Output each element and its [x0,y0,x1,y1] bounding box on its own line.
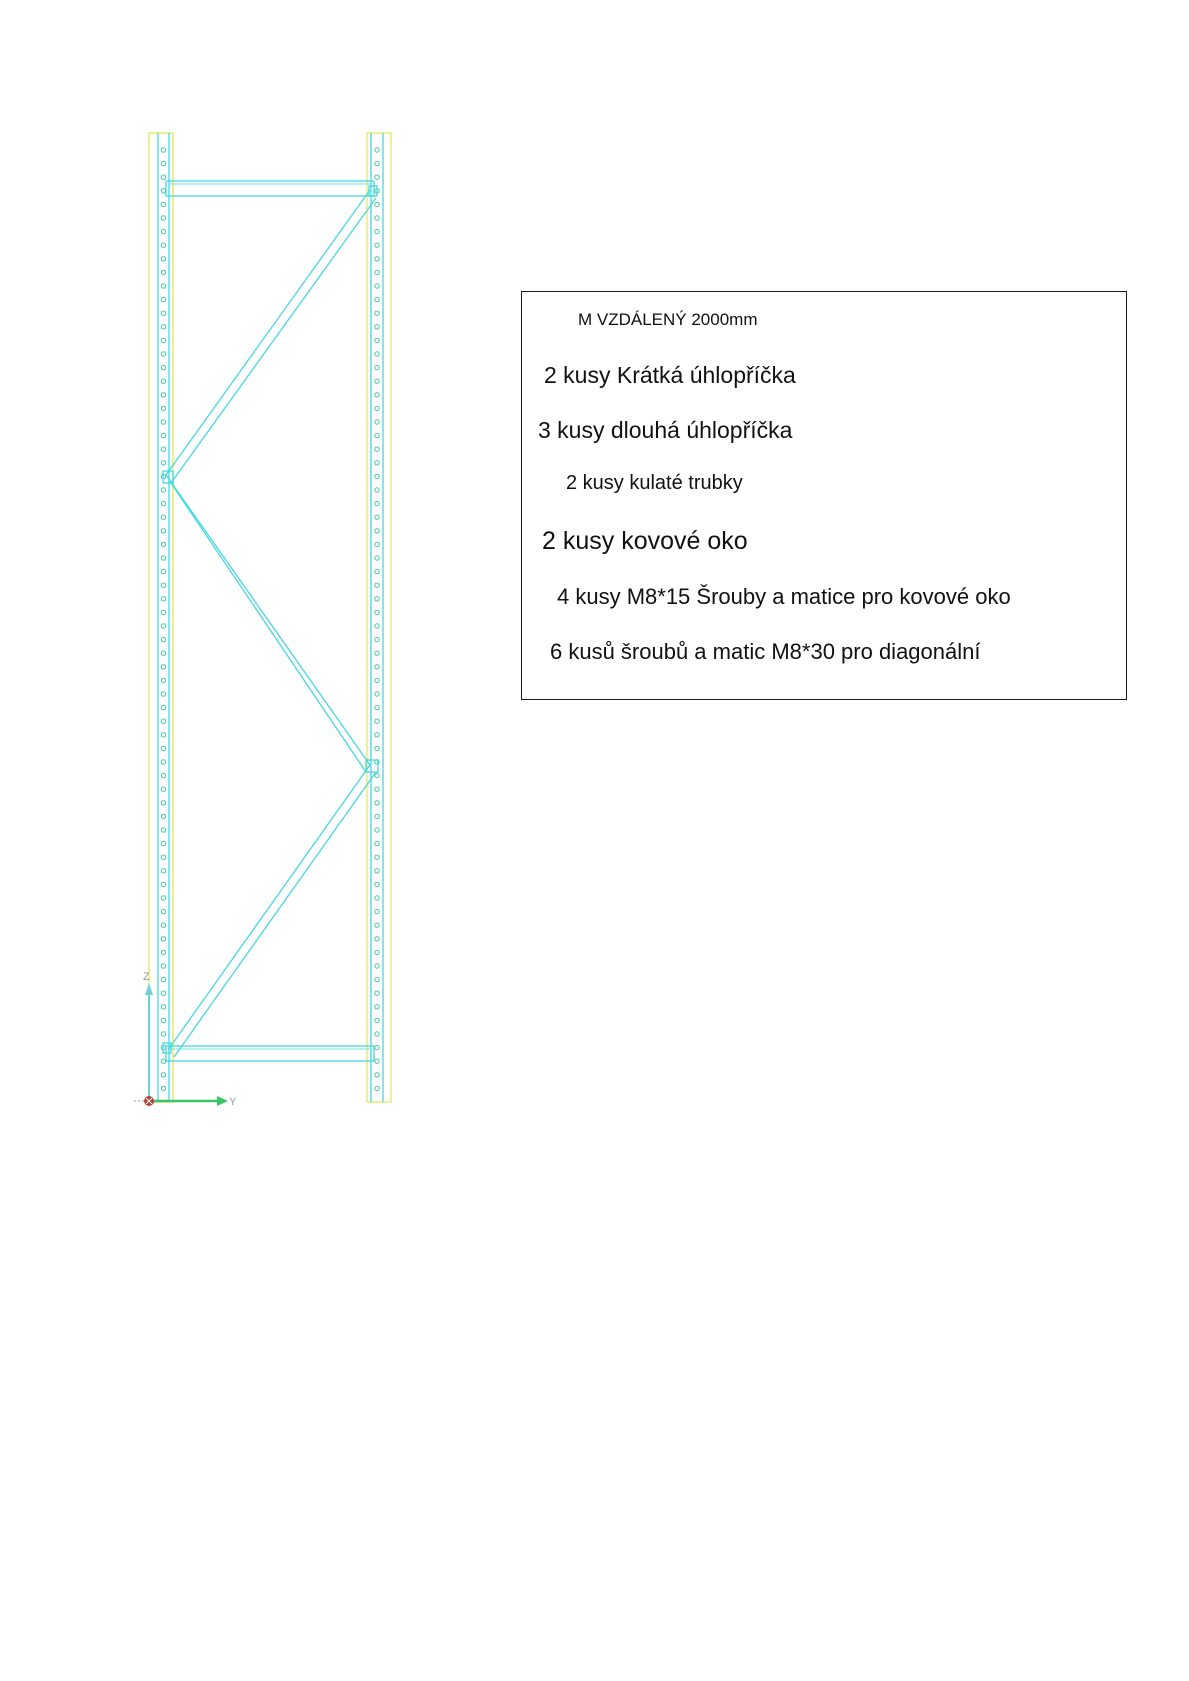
upright-hole [375,787,379,791]
upright-hole [375,692,379,696]
upright-hole [375,896,379,900]
upright-hole [375,597,379,601]
upright-hole [375,325,379,329]
upright-hole [161,488,165,492]
upright-hole [375,1073,379,1077]
upright-hole [161,406,165,410]
upright-hole [161,882,165,886]
upright-hole [375,583,379,587]
upright-hole [375,637,379,641]
upright-hole [375,542,379,546]
upright-hole [375,1086,379,1090]
parts-list-title: M VZDÁLENÝ 2000mm [578,310,758,329]
upright-hole [375,869,379,873]
parts-list-item: 2 kusy kovové oko [542,527,748,555]
parts-list-box [521,291,1127,700]
upright-hole [161,964,165,968]
upright-hole [375,352,379,356]
upright-hole [161,393,165,397]
axis-z-label: Z [143,971,150,983]
upright-hole [161,977,165,981]
parts-list-item: 4 kusy M8*15 Šrouby a matice pro kovové oko [557,584,1011,609]
upright-hole [161,270,165,274]
upright-hole [161,161,165,165]
upright-hole [161,325,165,329]
upright-hole [375,1005,379,1009]
upright-hole [161,678,165,682]
upright-hole [375,733,379,737]
upright-hole [375,828,379,832]
upright-hole [375,311,379,315]
upright-hole [375,678,379,682]
upright-hole [161,569,165,573]
upright-hole [161,950,165,954]
upright-hole [375,433,379,437]
upright-hole [375,474,379,478]
upright-hole [161,556,165,560]
upright-hole [161,175,165,179]
right-upright [367,133,391,1102]
diagonal-brace-2 [166,475,370,772]
upright-hole [161,624,165,628]
upright-hole [161,243,165,247]
upright-hole [161,216,165,220]
upright-hole [375,855,379,859]
upright-hole [161,841,165,845]
upright-hole [161,542,165,546]
upright-hole [161,773,165,777]
upright-hole [375,923,379,927]
upright-hole [161,379,165,383]
bottom-horizontal-brace [166,1046,374,1061]
upright-hole [161,529,165,533]
upright-hole [161,991,165,995]
upright-hole [161,923,165,927]
upright-hole [375,569,379,573]
upright-hole [161,1086,165,1090]
upright-hole [161,420,165,424]
axis-y-label: Y [229,1096,237,1108]
upright-hole [161,297,165,301]
upright-hole [375,529,379,533]
upright-hole [161,447,165,451]
upright-hole [375,393,379,397]
upright-hole [375,297,379,301]
upright-hole [161,311,165,315]
upright-hole [161,1073,165,1077]
upright-hole [375,950,379,954]
upright-hole [161,257,165,261]
upright-hole [161,787,165,791]
upright-hole [375,270,379,274]
upright-hole [161,733,165,737]
upright-hole [375,338,379,342]
parts-list-item: 2 kusy Krátká úhlopříčka [544,362,796,388]
upright-hole [375,447,379,451]
upright-hole [375,501,379,505]
upright-hole [375,556,379,560]
right-upright-holes [375,148,379,1091]
upright-hole [375,977,379,981]
upright-hole [375,365,379,369]
upright-hole [161,746,165,750]
upright-hole [161,284,165,288]
upright-hole [375,814,379,818]
upright-hole [375,964,379,968]
upright-hole [375,801,379,805]
upright-hole [161,583,165,587]
upright-hole [375,216,379,220]
upright-hole [375,651,379,655]
upright-hole [161,338,165,342]
upright-hole [161,597,165,601]
upright-hole [161,365,165,369]
upright-hole [375,1018,379,1022]
parts-list-item: 3 kusy dlouhá úhlopříčka [538,417,793,443]
upright-hole [375,624,379,628]
upright-hole [161,814,165,818]
upright-hole [375,665,379,669]
upright-hole [161,461,165,465]
upright-hole [375,515,379,519]
upright-hole [161,189,165,193]
upright-hole [375,841,379,845]
axis-triad-icon [134,971,237,1108]
upright-hole [161,855,165,859]
top-horizontal-brace [166,181,374,196]
upright-hole [375,406,379,410]
upright-hole [375,175,379,179]
upright-hole [161,202,165,206]
upright-hole [375,284,379,288]
upright-hole [375,719,379,723]
upright-hole [375,420,379,424]
upright-hole [161,828,165,832]
upright-hole [161,651,165,655]
upright-hole [375,379,379,383]
upright-hole [375,1059,379,1063]
left-upright-holes [161,148,165,1091]
upright-hole [161,1032,165,1036]
parts-list-item: 6 kusů šroubů a matic M8*30 pro diagonální [550,639,981,664]
upright-hole [375,257,379,261]
upright-hole [161,869,165,873]
upright-hole [161,1018,165,1022]
upright-hole [161,637,165,641]
upright-hole [375,202,379,206]
upright-hole [375,705,379,709]
upright-hole [161,501,165,505]
upright-hole [375,882,379,886]
upright-hole [161,229,165,233]
upright-hole [161,1005,165,1009]
upright-hole [161,937,165,941]
left-upright [149,133,173,1102]
upright-hole [161,705,165,709]
upright-hole [375,909,379,913]
upright-hole [161,665,165,669]
upright-hole [161,515,165,519]
upright-hole [161,352,165,356]
diagonal-brace-1 [166,190,376,483]
upright-hole [161,801,165,805]
upright-hole [161,1059,165,1063]
upright-hole [375,229,379,233]
upright-hole [161,760,165,764]
upright-hole [375,937,379,941]
brace-joints [163,186,378,1053]
upright-hole [375,773,379,777]
upright-hole [375,991,379,995]
upright-hole [375,148,379,152]
upright-hole [375,488,379,492]
upright-hole [375,1045,379,1049]
upright-hole [375,1032,379,1036]
upright-hole [161,610,165,614]
upright-hole [375,746,379,750]
upright-hole [375,243,379,247]
upright-hole [161,909,165,913]
diagonal-brace-3 [168,765,376,1057]
upright-hole [375,461,379,465]
upright-hole [161,719,165,723]
upright-hole [161,896,165,900]
upright-hole [161,148,165,152]
parts-list-item: 2 kusy kulaté trubky [566,472,743,494]
upright-hole [161,692,165,696]
upright-hole [375,610,379,614]
upright-hole [161,433,165,437]
upright-hole [375,161,379,165]
